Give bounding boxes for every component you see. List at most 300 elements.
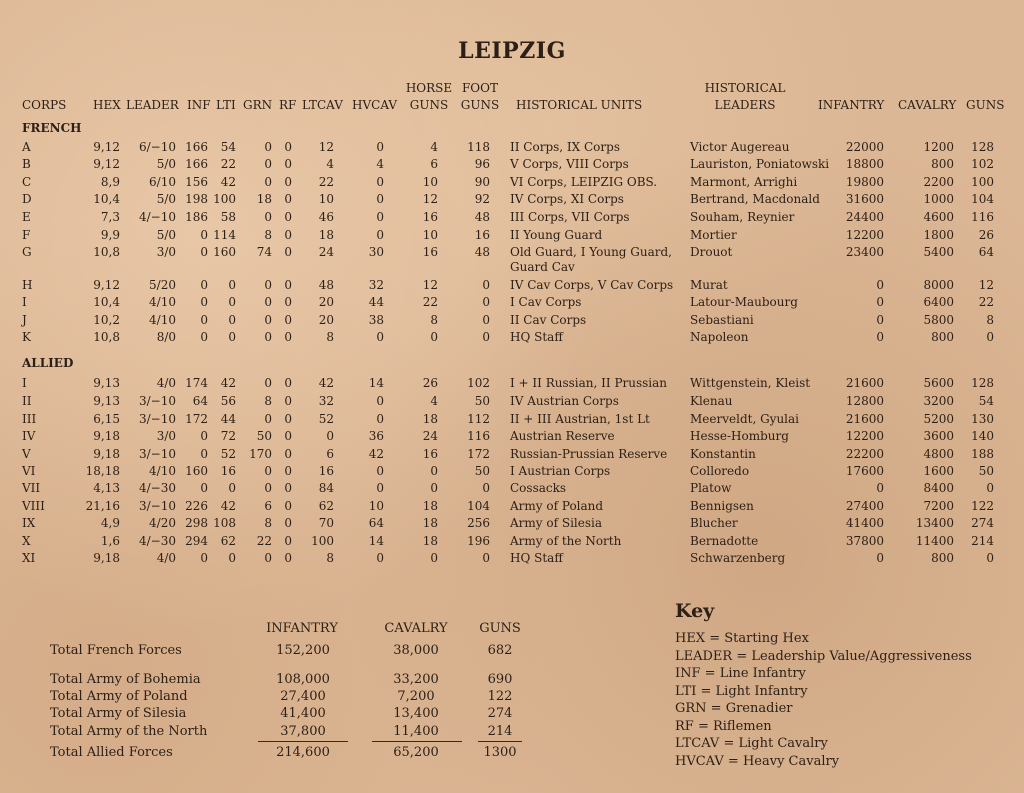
cell-rf: 0 xyxy=(284,210,292,224)
cell-hvcav: 0 xyxy=(376,140,384,154)
header-hvcav: HVCAV xyxy=(352,98,398,112)
cell-infantry: 0 xyxy=(876,551,884,565)
cell-foot: 172 xyxy=(467,447,490,461)
totals-label: Total Army of Bohemia xyxy=(50,672,201,687)
cell-lti: 0 xyxy=(228,330,236,344)
cell-cavalry: 13400 xyxy=(915,516,954,530)
cell-leaders: Platow xyxy=(690,481,732,495)
cell-hvcav: 38 xyxy=(368,313,384,327)
cell-ltcav: 8 xyxy=(326,551,334,565)
page-title: LEIPZIG xyxy=(458,38,566,64)
cell-hex: 10,2 xyxy=(93,313,120,327)
cell-corps: D xyxy=(22,192,32,206)
cell-hex: 9,12 xyxy=(93,157,120,171)
cell-cavalry: 5800 xyxy=(923,313,954,327)
cell-grn: 0 xyxy=(264,210,272,224)
totals-guns: 1300 xyxy=(483,745,517,760)
cell-rf: 0 xyxy=(284,534,292,548)
cell-rf: 0 xyxy=(284,245,292,259)
cell-ltcav: 84 xyxy=(318,481,334,495)
cell-leader: 4/10 xyxy=(149,295,176,309)
cell-corps: G xyxy=(22,245,32,259)
cell-units: II + III Austrian, 1st Lt xyxy=(510,412,650,426)
cell-infantry: 22200 xyxy=(845,447,884,461)
cell-foot: 104 xyxy=(467,499,490,513)
cell-units: Old Guard, I Young Guard, xyxy=(510,245,672,259)
cell-rf: 0 xyxy=(284,394,292,408)
cell-inf: 0 xyxy=(200,228,208,242)
cell-guns: 22 xyxy=(978,295,994,309)
cell-corps: K xyxy=(22,330,31,344)
cell-horse: 22 xyxy=(422,295,438,309)
cell-grn: 0 xyxy=(264,330,272,344)
cell-hex: 18,18 xyxy=(85,464,120,478)
cell-hex: 10,8 xyxy=(93,245,120,259)
cell-units: V Corps, VIII Corps xyxy=(510,157,629,171)
cell-lti: 22 xyxy=(220,157,236,171)
cell-units-continued: Guard Cav xyxy=(510,260,575,274)
cell-hvcav: 64 xyxy=(368,516,384,530)
cell-lti: 0 xyxy=(228,481,236,495)
cell-leader: 4/−30 xyxy=(138,534,176,548)
totals-infantry: 108,000 xyxy=(276,672,330,687)
totals-label: Total Army of the North xyxy=(50,724,208,739)
cell-foot: 0 xyxy=(482,330,490,344)
key-item: LEADER = Leadership Value/Aggressiveness xyxy=(675,648,972,664)
cell-infantry: 0 xyxy=(876,295,884,309)
header-corps: CORPS xyxy=(22,98,67,112)
cell-inf: 0 xyxy=(200,429,208,443)
header-foot-guns: GUNS xyxy=(460,98,500,112)
cell-leader: 4/20 xyxy=(149,516,176,530)
cell-leaders: Konstantin xyxy=(690,447,756,461)
cell-corps: IV xyxy=(22,429,36,443)
cell-inf: 160 xyxy=(185,464,208,478)
header-leader: LEADER xyxy=(126,98,179,112)
cell-foot: 256 xyxy=(467,516,490,530)
totals-infantry: 152,200 xyxy=(276,643,330,658)
cell-ltcav: 70 xyxy=(318,516,334,530)
cell-hex: 10,4 xyxy=(93,192,120,206)
cell-cavalry: 6400 xyxy=(923,295,954,309)
cell-leaders: Schwarzenberg xyxy=(690,551,786,565)
cell-infantry: 12200 xyxy=(845,429,884,443)
cell-cavalry: 8400 xyxy=(923,481,954,495)
cell-lti: 114 xyxy=(213,228,236,242)
cell-grn: 0 xyxy=(264,140,272,154)
cell-units: I Austrian Corps xyxy=(510,464,611,478)
cell-hvcav: 0 xyxy=(376,192,384,206)
cell-rf: 0 xyxy=(284,481,292,495)
cell-leader: 6/−10 xyxy=(138,140,176,154)
cell-lti: 0 xyxy=(228,551,236,565)
section-label-french: FRENCH xyxy=(22,121,82,135)
totals-guns: 274 xyxy=(487,706,513,721)
cell-inf: 64 xyxy=(192,394,208,408)
cell-rf: 0 xyxy=(284,464,292,478)
cell-horse: 18 xyxy=(422,534,438,548)
key-item: RF = Riflemen xyxy=(675,718,772,734)
cell-ltcav: 12 xyxy=(318,140,334,154)
cell-guns: 54 xyxy=(978,394,994,408)
cell-corps: F xyxy=(22,228,31,242)
cell-rf: 0 xyxy=(284,330,292,344)
cell-lti: 42 xyxy=(220,376,236,390)
cell-guns: 102 xyxy=(971,157,994,171)
cell-inf: 294 xyxy=(185,534,208,548)
cell-corps: E xyxy=(22,210,31,224)
cell-guns: 50 xyxy=(978,464,994,478)
cell-leader: 3/−10 xyxy=(138,394,176,408)
cell-leader: 3/−10 xyxy=(138,499,176,513)
cell-guns: 116 xyxy=(971,210,994,224)
cell-rf: 0 xyxy=(284,376,292,390)
cell-ltcav: 48 xyxy=(318,278,334,292)
cell-foot: 0 xyxy=(482,313,490,327)
cell-ltcav: 46 xyxy=(318,210,334,224)
cell-leader: 4/−10 xyxy=(138,210,176,224)
cell-grn: 0 xyxy=(264,464,272,478)
cell-infantry: 24400 xyxy=(845,210,884,224)
cell-lti: 58 xyxy=(220,210,236,224)
cell-lti: 54 xyxy=(220,140,236,154)
cell-cavalry: 1000 xyxy=(923,192,954,206)
cell-cavalry: 5400 xyxy=(923,245,954,259)
cell-corps: X xyxy=(22,534,31,548)
cell-hvcav: 14 xyxy=(368,376,384,390)
cell-guns: 128 xyxy=(971,376,994,390)
cell-grn: 0 xyxy=(264,157,272,171)
cell-corps: C xyxy=(22,175,32,189)
cell-cavalry: 4800 xyxy=(923,447,954,461)
cell-hex: 9,12 xyxy=(93,140,120,154)
cell-foot: 116 xyxy=(467,429,490,443)
cell-units: HQ Staff xyxy=(510,551,563,565)
cell-units: Austrian Reserve xyxy=(510,429,615,443)
cell-horse: 12 xyxy=(422,192,438,206)
cell-units: II Corps, IX Corps xyxy=(510,140,620,154)
cell-corps: B xyxy=(22,157,31,171)
cell-rf: 0 xyxy=(284,516,292,530)
cell-ltcav: 62 xyxy=(318,499,334,513)
cell-leaders: Meerveldt, Gyulai xyxy=(690,412,800,426)
cell-hex: 1,6 xyxy=(100,534,120,548)
cell-units: IV Austrian Corps xyxy=(510,394,619,408)
cell-inf: 298 xyxy=(185,516,208,530)
cell-horse: 10 xyxy=(422,175,438,189)
cell-hvcav: 0 xyxy=(376,394,384,408)
cell-horse: 24 xyxy=(422,429,438,443)
cell-corps: XI xyxy=(22,551,36,565)
cell-ltcav: 16 xyxy=(318,464,334,478)
cell-hex: 7,3 xyxy=(100,210,120,224)
cell-units: III Corps, VII Corps xyxy=(510,210,630,224)
cell-guns: 64 xyxy=(978,245,994,259)
cell-leader: 5/0 xyxy=(156,157,176,171)
cell-inf: 166 xyxy=(185,157,208,171)
cell-cavalry: 800 xyxy=(931,157,954,171)
cell-hvcav: 0 xyxy=(376,464,384,478)
cell-leaders: Napoleon xyxy=(690,330,749,344)
cell-rf: 0 xyxy=(284,313,292,327)
cell-guns: 188 xyxy=(971,447,994,461)
cell-leaders: Murat xyxy=(690,278,728,292)
cell-leaders: Colloredo xyxy=(690,464,750,478)
header-ltcav: LTCAV xyxy=(302,98,343,112)
totals-infantry: 37,800 xyxy=(280,724,326,739)
cell-foot: 196 xyxy=(467,534,490,548)
key-title: Key xyxy=(675,600,715,622)
cell-cavalry: 3600 xyxy=(923,429,954,443)
cell-units: Cossacks xyxy=(510,481,567,495)
cell-ltcav: 4 xyxy=(326,157,334,171)
cell-infantry: 19800 xyxy=(845,175,884,189)
cell-hvcav: 0 xyxy=(376,330,384,344)
header-grn: GRN xyxy=(243,98,273,112)
cell-inf: 0 xyxy=(200,313,208,327)
cell-ltcav: 20 xyxy=(318,313,334,327)
cell-inf: 156 xyxy=(185,175,208,189)
cell-lti: 72 xyxy=(220,429,236,443)
underline-guns xyxy=(478,741,522,742)
cell-horse: 0 xyxy=(430,551,438,565)
cell-leaders: Mortier xyxy=(690,228,737,242)
cell-units: Army of the North xyxy=(510,534,622,548)
key-item: HVCAV = Heavy Cavalry xyxy=(675,753,840,769)
totals-guns: 214 xyxy=(487,724,513,739)
cell-inf: 174 xyxy=(185,376,208,390)
cell-lti: 52 xyxy=(220,447,236,461)
cell-horse: 16 xyxy=(422,447,438,461)
cell-foot: 96 xyxy=(474,157,490,171)
cell-lti: 108 xyxy=(213,516,236,530)
header-historical: HISTORICAL xyxy=(704,81,786,95)
cell-cavalry: 1800 xyxy=(923,228,954,242)
cell-guns: 26 xyxy=(978,228,994,242)
cell-lti: 42 xyxy=(220,499,236,513)
cell-corps: A xyxy=(22,140,31,154)
cell-hex: 9,9 xyxy=(100,228,120,242)
cell-ltcav: 24 xyxy=(318,245,334,259)
cell-foot: 118 xyxy=(467,140,490,154)
cell-leaders: Klenau xyxy=(690,394,733,408)
cell-hex: 10,8 xyxy=(93,330,120,344)
cell-inf: 0 xyxy=(200,447,208,461)
cell-ltcav: 42 xyxy=(318,376,334,390)
cell-lti: 62 xyxy=(220,534,236,548)
cell-foot: 50 xyxy=(474,464,490,478)
key-item: LTCAV = Light Cavalry xyxy=(675,736,828,751)
cell-rf: 0 xyxy=(284,175,292,189)
cell-lti: 0 xyxy=(228,278,236,292)
cell-infantry: 18800 xyxy=(845,157,884,171)
cell-hex: 21,16 xyxy=(85,499,120,513)
cell-foot: 48 xyxy=(474,210,490,224)
cell-units: HQ Staff xyxy=(510,330,563,344)
cell-inf: 0 xyxy=(200,295,208,309)
totals-label: Total French Forces xyxy=(50,643,182,658)
cell-ltcav: 0 xyxy=(326,429,334,443)
cell-foot: 48 xyxy=(474,245,490,259)
cell-infantry: 31600 xyxy=(845,192,884,206)
cell-grn: 0 xyxy=(264,313,272,327)
cell-guns: 12 xyxy=(978,278,994,292)
cell-horse: 18 xyxy=(422,412,438,426)
cell-infantry: 22000 xyxy=(845,140,884,154)
cell-hex: 9,13 xyxy=(93,394,120,408)
cell-units: Army of Poland xyxy=(510,499,604,513)
cell-foot: 50 xyxy=(474,394,490,408)
cell-units: Russian-Prussian Reserve xyxy=(510,447,668,461)
header-hex: HEX xyxy=(93,98,121,112)
key-item: INF = Line Infantry xyxy=(675,666,806,681)
totals-cavalry: 65,200 xyxy=(393,745,439,760)
cell-hvcav: 42 xyxy=(368,447,384,461)
cell-leader: 5/0 xyxy=(156,228,176,242)
cell-cavalry: 1200 xyxy=(923,140,954,154)
cell-guns: 214 xyxy=(971,534,994,548)
key-item: GRN = Grenadier xyxy=(675,701,793,716)
cell-units: II Young Guard xyxy=(510,228,603,242)
cell-ltcav: 8 xyxy=(326,330,334,344)
cell-corps: IX xyxy=(22,516,36,530)
cell-leaders: Wittgenstein, Kleist xyxy=(690,376,811,390)
cell-leader: 4/10 xyxy=(149,313,176,327)
cell-hvcav: 44 xyxy=(368,295,384,309)
cell-rf: 0 xyxy=(284,140,292,154)
cell-inf: 166 xyxy=(185,140,208,154)
cell-grn: 74 xyxy=(256,245,272,259)
cell-grn: 0 xyxy=(264,551,272,565)
header-guns: GUNS xyxy=(966,98,1005,112)
cell-hvcav: 32 xyxy=(368,278,384,292)
cell-lti: 16 xyxy=(220,464,236,478)
cell-infantry: 23400 xyxy=(845,245,884,259)
cell-cavalry: 5600 xyxy=(923,376,954,390)
header-leaders: LEADERS xyxy=(714,98,776,112)
cell-leaders: Marmont, Arrighi xyxy=(690,175,798,189)
cell-leader: 4/0 xyxy=(156,376,176,390)
cell-inf: 0 xyxy=(200,481,208,495)
cell-leader: 4/10 xyxy=(149,464,176,478)
cell-leaders: Bernadotte xyxy=(690,534,759,548)
cell-cavalry: 11400 xyxy=(915,534,954,548)
cell-ltcav: 10 xyxy=(318,192,334,206)
cell-horse: 8 xyxy=(430,313,438,327)
cell-units: II Cav Corps xyxy=(510,313,587,327)
cell-lti: 44 xyxy=(220,412,236,426)
cell-leader: 8/0 xyxy=(156,330,176,344)
cell-grn: 50 xyxy=(256,429,272,443)
cell-units: VI Corps, LEIPZIG OBS. xyxy=(510,175,658,189)
key-item: HEX = Starting Hex xyxy=(675,631,809,646)
cell-lti: 0 xyxy=(228,295,236,309)
cell-hvcav: 0 xyxy=(376,228,384,242)
cell-grn: 0 xyxy=(264,412,272,426)
cell-leaders: Blucher xyxy=(690,516,738,530)
cell-infantry: 37800 xyxy=(845,534,884,548)
cell-horse: 16 xyxy=(422,210,438,224)
cell-horse: 16 xyxy=(422,245,438,259)
cell-inf: 0 xyxy=(200,278,208,292)
totals-cavalry: 11,400 xyxy=(393,724,439,739)
cell-inf: 172 xyxy=(185,412,208,426)
cell-guns: 274 xyxy=(971,516,994,530)
cell-guns: 128 xyxy=(971,140,994,154)
cell-horse: 10 xyxy=(422,228,438,242)
cell-grn: 170 xyxy=(249,447,272,461)
cell-leaders: Victor Augereau xyxy=(690,140,790,154)
cell-units: I + II Russian, II Prussian xyxy=(510,376,668,390)
cell-corps: I xyxy=(22,295,27,309)
cell-leaders: Souham, Reynier xyxy=(690,210,795,224)
cell-inf: 0 xyxy=(200,551,208,565)
cell-leaders: Bennigsen xyxy=(690,499,754,513)
cell-corps: III xyxy=(22,412,37,426)
cell-lti: 56 xyxy=(220,394,236,408)
cell-inf: 0 xyxy=(200,330,208,344)
cell-hex: 10,4 xyxy=(93,295,120,309)
cell-grn: 0 xyxy=(264,295,272,309)
cell-ltcav: 18 xyxy=(318,228,334,242)
cell-corps: VI xyxy=(22,464,36,478)
cell-infantry: 0 xyxy=(876,278,884,292)
cell-horse: 0 xyxy=(430,464,438,478)
cell-corps: H xyxy=(22,278,33,292)
cell-guns: 140 xyxy=(971,429,994,443)
cell-grn: 8 xyxy=(264,394,272,408)
cell-infantry: 0 xyxy=(876,313,884,327)
cell-rf: 0 xyxy=(284,295,292,309)
cell-infantry: 12200 xyxy=(845,228,884,242)
cell-ltcav: 20 xyxy=(318,295,334,309)
cell-infantry: 0 xyxy=(876,481,884,495)
cell-units: I Cav Corps xyxy=(510,295,582,309)
cell-leaders: Sebastiani xyxy=(690,313,754,327)
cell-grn: 0 xyxy=(264,376,272,390)
cell-hvcav: 0 xyxy=(376,210,384,224)
cell-horse: 0 xyxy=(430,481,438,495)
cell-leader: 3/−10 xyxy=(138,412,176,426)
cell-grn: 0 xyxy=(264,481,272,495)
cell-hex: 9,18 xyxy=(93,551,120,565)
cell-guns: 122 xyxy=(971,499,994,513)
cell-rf: 0 xyxy=(284,192,292,206)
header-inf: INF xyxy=(187,98,211,112)
cell-inf: 226 xyxy=(185,499,208,513)
header-cavalry: CAVALRY xyxy=(898,98,957,112)
underline-cavalry xyxy=(372,741,462,742)
cell-lti: 100 xyxy=(213,192,236,206)
cell-ltcav: 6 xyxy=(326,447,334,461)
cell-cavalry: 8000 xyxy=(923,278,954,292)
cell-leader: 3/−10 xyxy=(138,447,176,461)
cell-hvcav: 10 xyxy=(368,499,384,513)
cell-grn: 18 xyxy=(256,192,272,206)
cell-foot: 0 xyxy=(482,481,490,495)
cell-cavalry: 5200 xyxy=(923,412,954,426)
totals-cavalry: 38,000 xyxy=(393,643,439,658)
cell-hex: 9,18 xyxy=(93,429,120,443)
cell-cavalry: 7200 xyxy=(923,499,954,513)
cell-guns: 0 xyxy=(986,481,994,495)
header-foot: FOOT xyxy=(461,81,498,95)
cell-guns: 0 xyxy=(986,551,994,565)
totals-guns: 690 xyxy=(487,672,513,687)
cell-lti: 0 xyxy=(228,313,236,327)
cell-grn: 0 xyxy=(264,278,272,292)
cell-hvcav: 36 xyxy=(368,429,384,443)
